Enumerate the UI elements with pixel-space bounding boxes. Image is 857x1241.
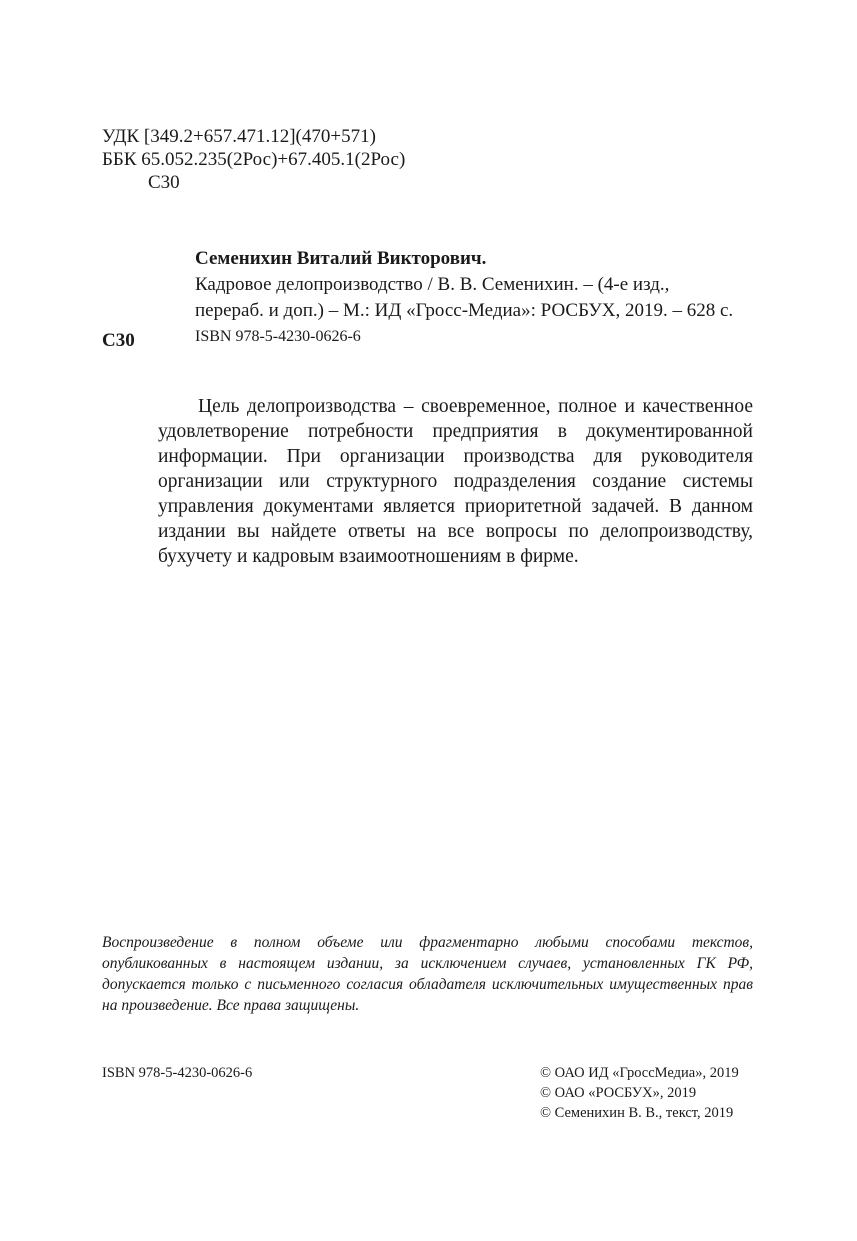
annotation-paragraph: Цель делопроизводства – своевременное, полное и качественное удовлетворение потребности предприятия в документированной информации. При организации производства для руководителя организации или структурного подразделения создание системы управления документами является приоритетной задачей. В данном издании вы найдете ответы на все вопросы по делопроизводству, бухучету и кадровым взаимоотношениям в фирме. (158, 396, 753, 567)
bibliographic-isbn: ISBN 978-5-4230-0626-6 (195, 328, 361, 345)
title-line-1: Кадровое делопроизводство / В. В. Семенихин. – (4-е изд., (195, 274, 670, 295)
copyright-line: © ОАО «РОСБУХ», 2019 (540, 1085, 697, 1101)
udk-code: УДК [349.2+657.471.12](470+571) (102, 126, 376, 147)
bbk-code: ББК 65.052.235(2Рос)+67.405.1(2Рос) (102, 149, 406, 170)
footer-isbn: ISBN 978-5-4230-0626-6 (102, 1065, 253, 1081)
author-name: Семенихин Виталий Викторович. (195, 248, 487, 269)
copyright-line: © ОАО ИД «ГроссМедиа», 2019 (540, 1065, 739, 1081)
author-mark-side: С30 (102, 330, 135, 351)
classification-codes (102, 125, 405, 194)
legal-notice: Воспроизведение в полном объеме или фрагментарно любыми способами текстов, опубликованных в настоящем издании, за исключением случаев, установленных ГК РФ, допускается только с письменного согласия обладателя исключительных имущественных прав на произведение. Все права защищены. (102, 934, 753, 1014)
author-mark-code: С30 (148, 172, 180, 193)
bibliographic-record (195, 246, 755, 350)
copyright-line: © Семенихин В. В., текст, 2019 (540, 1105, 734, 1121)
title-line-2: перераб. и доп.) – М.: ИД «Гросс-Медиа»: РОСБУХ, 2019. – 628 с. (195, 300, 734, 321)
copyright-notices (540, 1063, 739, 1123)
